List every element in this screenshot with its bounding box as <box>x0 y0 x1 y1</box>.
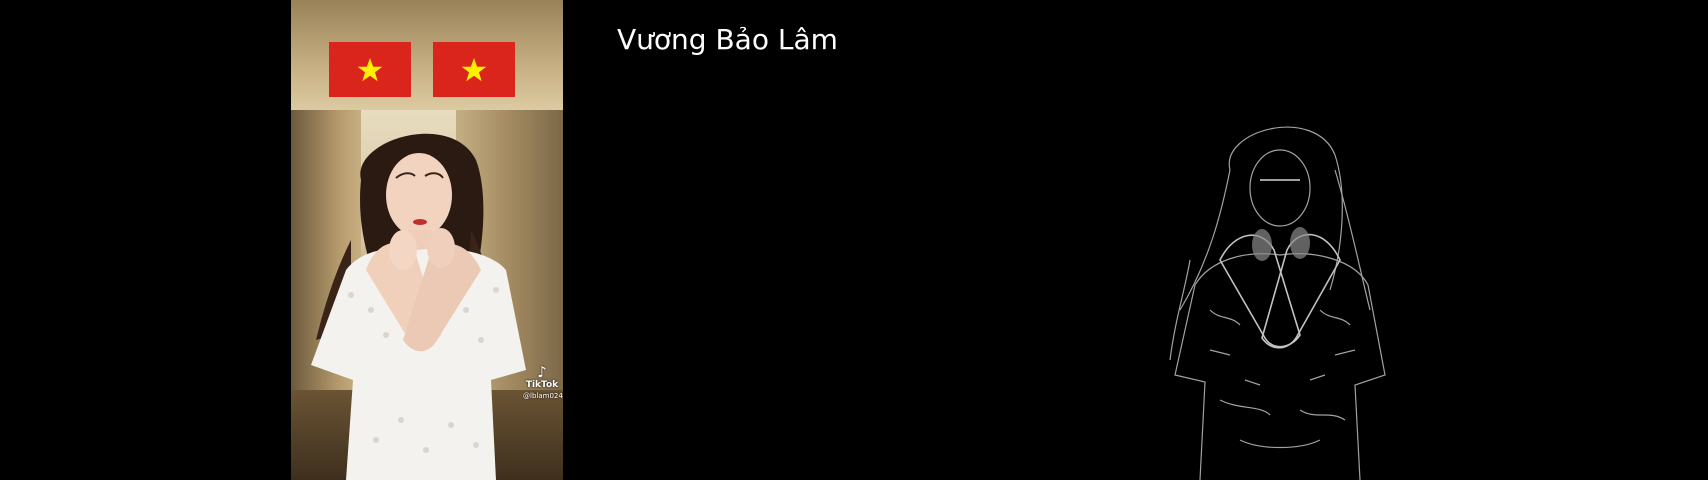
tiktok-handle: @lblam024 <box>523 392 563 400</box>
vietnam-flag-icon <box>433 42 515 97</box>
page-title: Vương Bảo Lâm <box>617 23 838 56</box>
tiktok-logo-icon: ♪ <box>537 363 547 381</box>
vietnam-flag-icon <box>329 42 411 97</box>
tiktok-brand: TikTok <box>525 380 559 390</box>
source-video-frame[interactable] <box>291 0 563 480</box>
tiktok-watermark <box>523 364 561 402</box>
dancer-figure <box>291 120 563 480</box>
edge-detection-preview <box>1150 110 1410 480</box>
